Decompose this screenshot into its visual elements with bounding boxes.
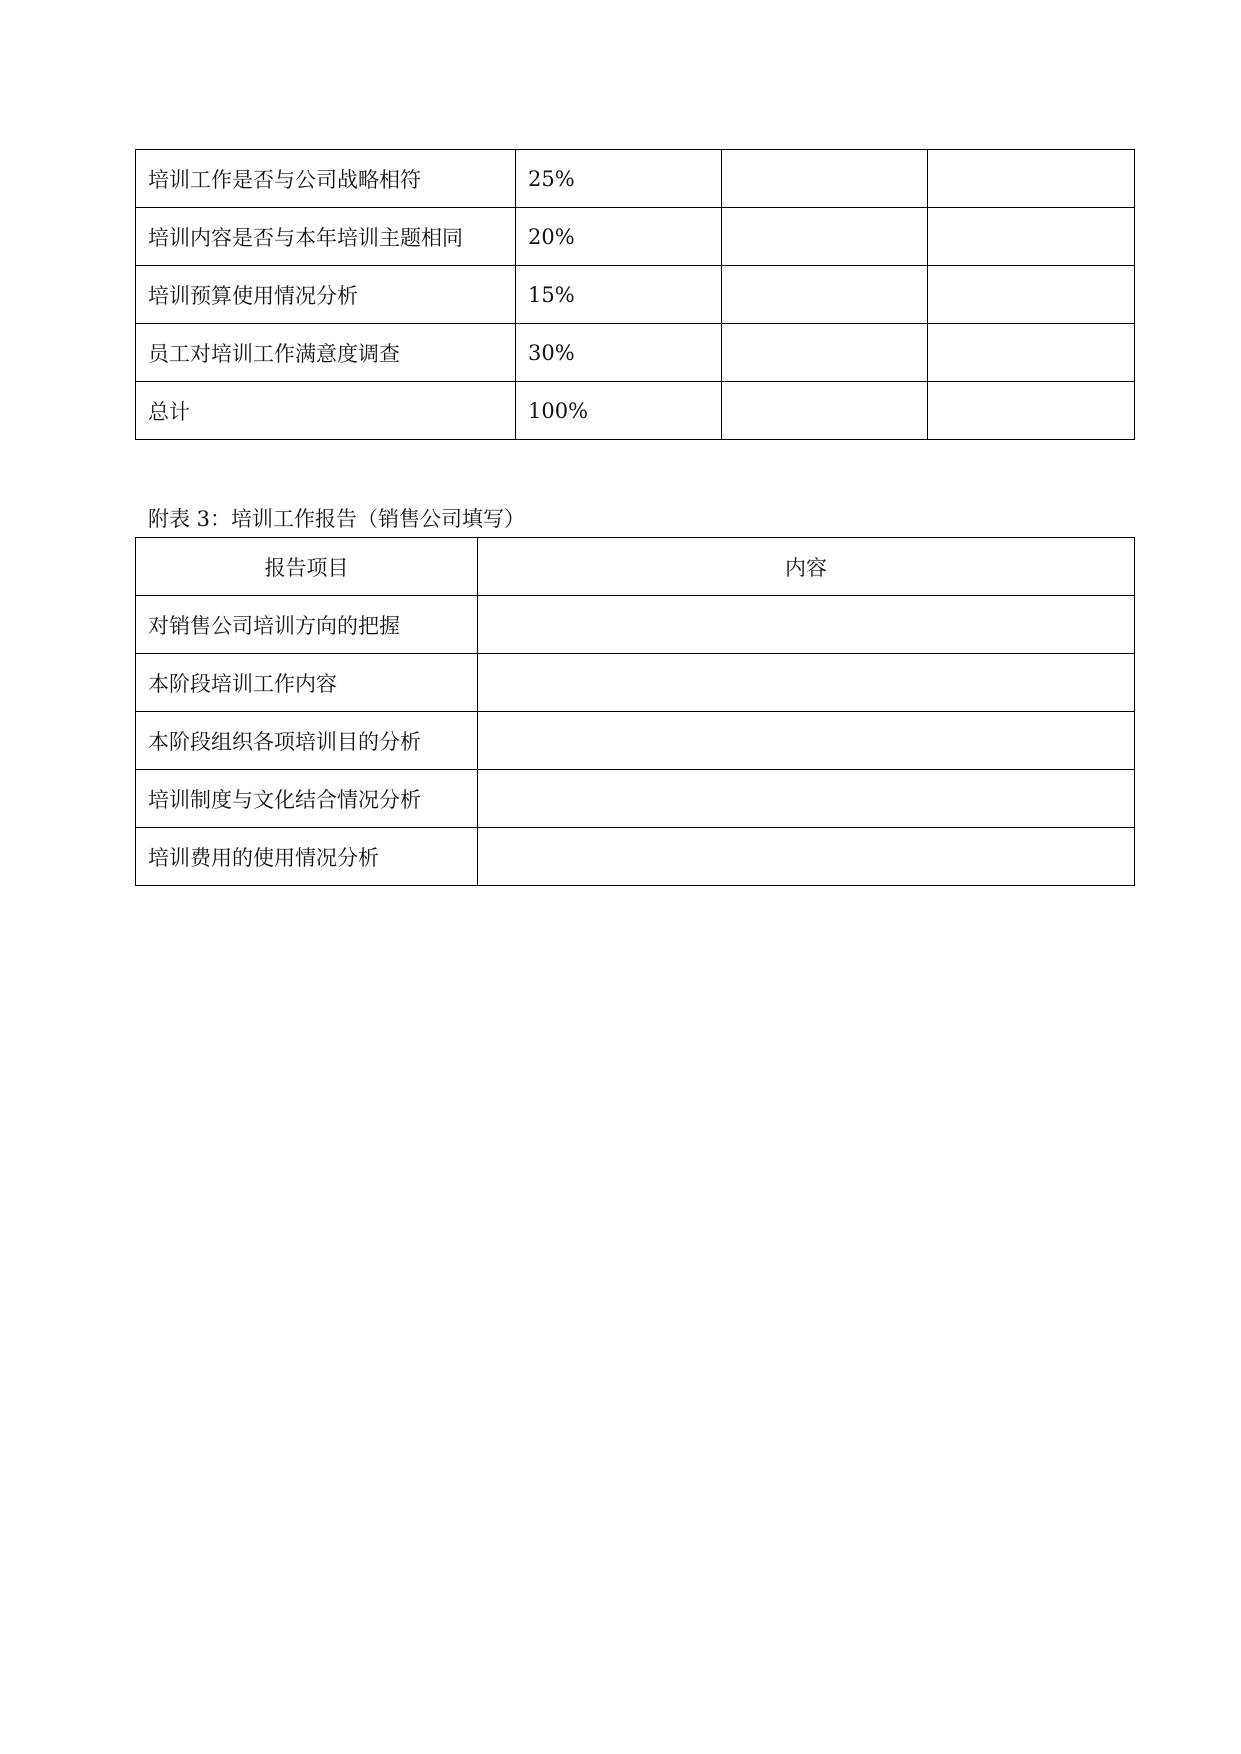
table-row [136,150,1135,208]
item-cell: 培训预算使用情况分析 [136,266,516,324]
weight-cell: 100% [516,382,722,440]
table-row [136,770,1135,828]
weight-cell: 20% [516,208,722,266]
item-cell: 员工对培训工作满意度调查 [136,324,516,382]
table-caption: 附表 3：培训工作报告（销售公司填写） [148,507,526,531]
empty-cell [928,324,1135,382]
report-item-cell: 对销售公司培训方向的把握 [136,596,478,654]
empty-cell [722,382,928,440]
empty-cell [722,150,928,208]
report-item-cell: 本阶段组织各项培训目的分析 [136,712,478,770]
item-cell: 总计 [136,382,516,440]
report-item-cell: 本阶段培训工作内容 [136,654,478,712]
table-header-row [136,538,1135,596]
content-cell [478,770,1135,828]
table-row [136,828,1135,886]
table-row [136,596,1135,654]
empty-cell [928,150,1135,208]
table-row-total [136,382,1135,440]
evaluation-table [135,149,1135,440]
column-header-report-item: 报告项目 [136,538,478,596]
empty-cell [722,266,928,324]
item-cell: 培训工作是否与公司战略相符 [136,150,516,208]
empty-cell [722,208,928,266]
weight-cell: 25% [516,150,722,208]
content-cell [478,596,1135,654]
table-row [136,266,1135,324]
column-header-content: 内容 [478,538,1135,596]
table-row [136,208,1135,266]
empty-cell [928,208,1135,266]
report-item-cell: 培训费用的使用情况分析 [136,828,478,886]
table-row [136,712,1135,770]
training-report-table [135,537,1135,886]
report-item-cell: 培训制度与文化结合情况分析 [136,770,478,828]
table-row [136,324,1135,382]
content-cell [478,654,1135,712]
content-cell [478,712,1135,770]
empty-cell [928,382,1135,440]
table-row [136,654,1135,712]
item-cell: 培训内容是否与本年培训主题相同 [136,208,516,266]
empty-cell [722,324,928,382]
content-cell [478,828,1135,886]
weight-cell: 30% [516,324,722,382]
weight-cell: 15% [516,266,722,324]
empty-cell [928,266,1135,324]
